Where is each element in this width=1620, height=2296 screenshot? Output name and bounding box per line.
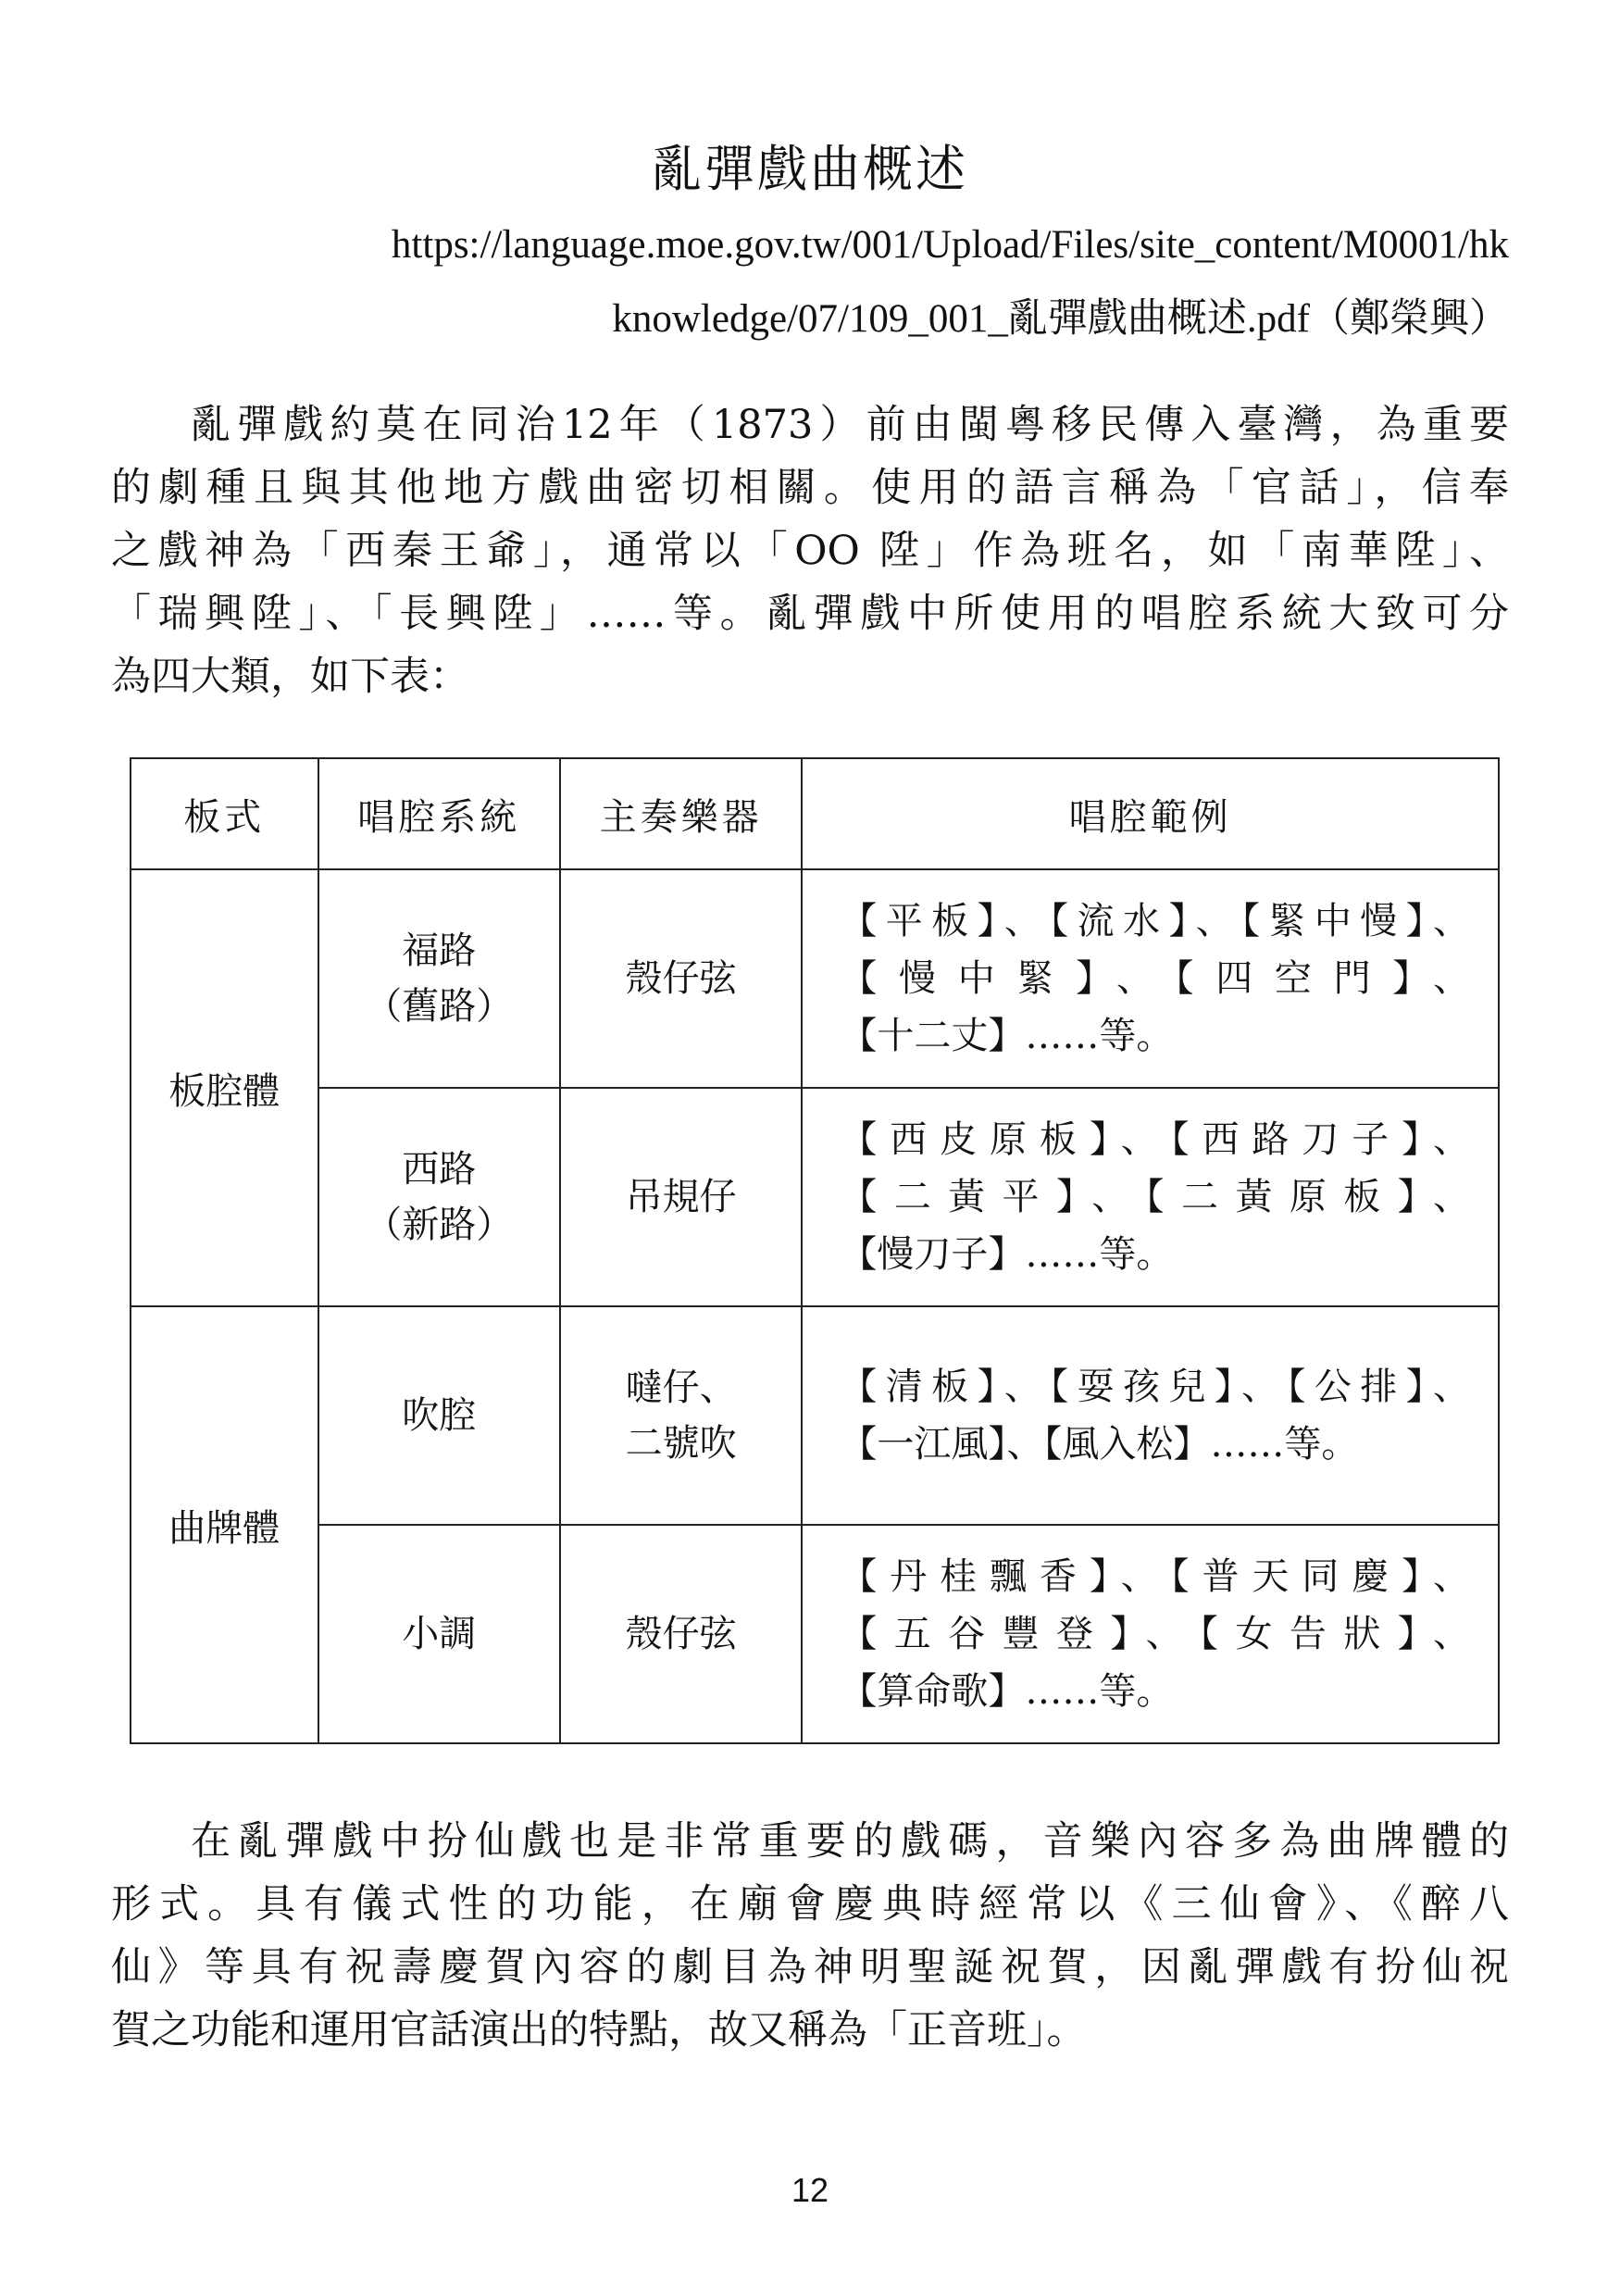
example-line: 【西皮原板】、【西路刀子】、 [840,1118,1470,1161]
system-text: （舊路） [365,985,514,1028]
paragraph-line: 之戲神為「西秦王爺」，通常以「OO 陞」作為班名，如「南華陞」、 [111,528,1509,574]
table-row [131,1306,1499,1525]
intro-paragraph [111,393,1509,708]
system-cell [318,869,560,1088]
instrument-cell [560,1306,802,1525]
instrument-text: 吊規仔 [625,1176,737,1218]
system-cell [318,1525,560,1743]
examples-cell [802,1088,1499,1306]
page-number: 12 [791,2171,829,2209]
document-title: 亂彈戲曲概述 [652,140,968,198]
table-row [131,1088,1499,1306]
system-text: 西路 [402,1148,477,1191]
examples-cell [802,869,1499,1088]
style-cell: 板腔體 [131,869,318,1306]
instrument-cell [560,1088,802,1306]
paragraph-line: 為四大類，如下表： [111,654,469,700]
examples-cell [802,1306,1499,1525]
paragraph-line: 賀之功能和運用官話演出的特點，故又稱為「正音班」。 [111,2007,1087,2053]
examples-cell [802,1525,1499,1743]
example-line: 【十二丈】……等。 [840,1015,1174,1057]
table-header-cell: 板式 [131,758,318,869]
example-line: 【丹桂飄香】、【普天同慶】、 [840,1555,1470,1598]
table-header-cell: 唱腔系統 [318,758,560,869]
instrument-text: 噠仔、 [625,1366,737,1409]
instrument-text: 二號吹 [625,1422,737,1465]
example-line: 【平板】、【流水】、【緊中慢】、 [840,900,1470,942]
table-header-row [131,758,1499,869]
table-row [131,1525,1499,1743]
style-cell: 曲牌體 [131,1306,318,1743]
table-row [131,869,1499,1088]
paragraph-line: 在亂彈戲中扮仙戲也是非常重要的戲碼，音樂內容多為曲牌體的 [191,1818,1509,1865]
instrument-cell [560,869,802,1088]
system-text: 小調 [402,1613,477,1655]
system-text: （新路） [365,1204,514,1246]
table-header-cell: 唱腔範例 [802,758,1499,869]
instrument-cell [560,1525,802,1743]
example-line: 【二黃平】、【二黃原板】、 [840,1176,1470,1218]
example-line: 【算命歌】……等。 [840,1670,1174,1713]
instrument-text: 殼仔弦 [625,1613,737,1655]
example-line: 【五谷豐登】、【女告狀】、 [840,1613,1470,1655]
paragraph-line: 形式。具有儀式性的功能，在廟會慶典時經常以《三仙會》、《醉八 [111,1881,1509,1928]
closing-paragraph [111,1810,1509,2062]
system-cell [318,1088,560,1306]
system-text: 福路 [402,930,477,972]
example-line: 【慢中緊】、【四空門】、 [840,957,1470,1000]
paragraph-line: 的劇種且與其他地方戲曲密切相關。使用的語言稱為「官話」，信奉 [111,465,1509,511]
example-line: 【一江風】、【風入松】……等。 [840,1423,1359,1466]
paragraph-line: 「瑞興陞」、「長興陞」……等。亂彈戲中所使用的唱腔系統大致可分 [111,591,1509,637]
system-text: 吹腔 [402,1394,477,1437]
table-header-cell: 主奏樂器 [560,758,802,869]
instrument-text: 殼仔弦 [625,957,737,1000]
singing-system-table [130,757,1500,1744]
source-url-line-1: https://language.moe.gov.tw/001/Upload/Files/site_content/M0001/hk [391,223,1509,267]
source-url-line-2: knowledge/07/109_001_亂彈戲曲概述.pdf（鄭榮興） [612,297,1509,341]
example-line: 【慢刀子】……等。 [840,1233,1174,1276]
system-cell [318,1306,560,1525]
paragraph-line: 亂彈戲約莫在同治12年（1873）前由閩粵移民傳入臺灣，為重要 [191,402,1509,448]
paragraph-line: 仙》等具有祝壽慶賀內容的劇目為神明聖誕祝賀，因亂彈戲有扮仙祝 [111,1944,1509,1990]
example-line: 【清板】、【耍孩兒】、【公排】、 [840,1366,1470,1408]
